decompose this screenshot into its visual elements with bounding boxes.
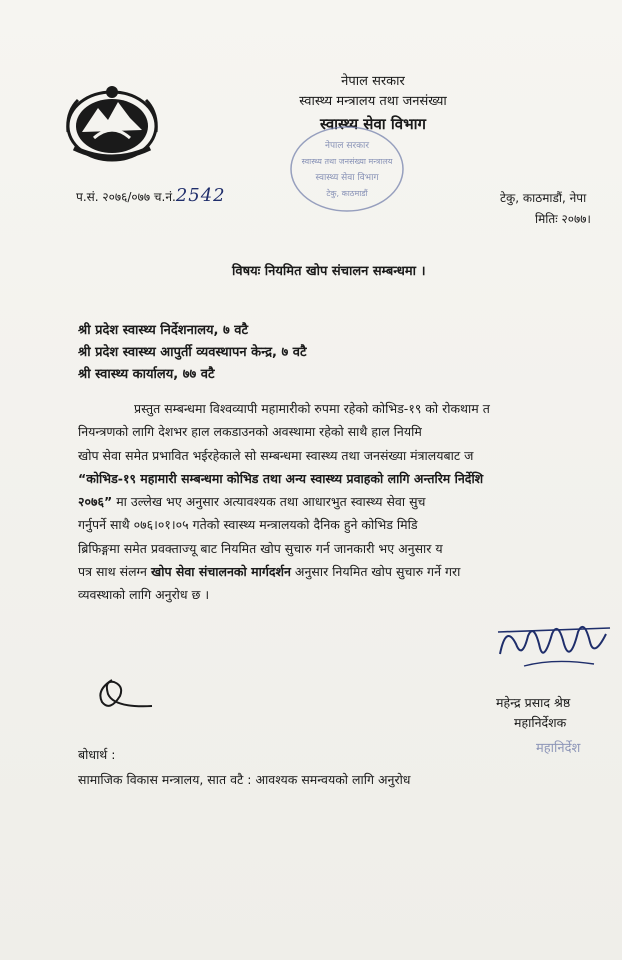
body-line-post: अनुसार नियमित खोप सुचारु गर्ने गरा (290, 564, 461, 580)
signatory-title: महानिर्देशक (514, 715, 567, 730)
reference-prefix: प.सं. २०७६/०७७ च.नं. (76, 190, 176, 204)
body-line: प्रस्तुत सम्बन्धमा विश्वव्यापी महामारीको रुपमा रहेको कोभिड-१९ को रोकथाम त (134, 401, 490, 416)
handwritten-signature (494, 614, 614, 674)
body-line-pre: पत्र साथ संलग्न (78, 564, 151, 580)
office-stamp (288, 124, 406, 214)
recipient-item: श्री प्रदेश स्वास्थ्य आपुर्ती व्यवस्थापन केन्द्र, ७ वटै (78, 345, 307, 360)
stamp-line-4: टेकु, काठमाडौं (326, 189, 368, 198)
guideline-year: २०७६” (78, 494, 113, 510)
signatory-block (486, 694, 622, 731)
body-line: खोप सेवा समेत प्रभावित भईरहेकाले सो सम्बन्धमा स्वास्थ्य तथा जनसंख्या मंत्रालयबाट ज (78, 447, 474, 463)
copy-to-section (78, 746, 411, 788)
signatory-name: महेन्द्र प्रसाद श्रेष्ठ (496, 695, 571, 710)
body-line: व्यवस्थाको लागि अनुरोध छ । (78, 587, 210, 603)
stamp-line-1: नेपाल सरकार (324, 141, 370, 151)
body-line (78, 560, 622, 583)
body-line-rest: मा उल्लेख भए अनुसार अत्यावश्यक तथा आधारभुत स्वास्थ्य सेवा सुच (112, 494, 426, 510)
handwritten-initials (90, 672, 160, 714)
letter-date: मितिः २०७७। (535, 212, 591, 226)
body-line: गर्नुपर्ने साथै ०७६।०१।०५ गतेको स्वास्थ्य मन्त्रालयको दैनिक हुने कोभिड मिडि (78, 517, 418, 533)
letter-subject: विषयः नियमित खोप संचालन सम्बन्धमा । (232, 264, 426, 279)
reference-handwritten-number: 2542 (175, 185, 226, 206)
government-emblem-icon (64, 82, 160, 164)
stamp-line-3: स्वास्थ्य सेवा विभाग (315, 173, 379, 183)
body-line: नियन्त्रणको लागि देशभर हाल लकडाउनको अवस्थामा रहेको साथै हाल नियमि (78, 424, 422, 440)
copy-to-label: बोधार्थ : (78, 747, 116, 762)
body-line: ब्रिफिङ्गमा समेत प्रवक्ताज्यू बाट नियमित खोप सुचारु गर्न जानकारी भए अनुसार य (78, 540, 443, 556)
recipient-item: श्री स्वास्थ्य कार्यालय, ७७ वटै (78, 367, 215, 382)
stamp-line-2: स्वास्थ्य तथा जनसंख्या मन्त्रालय (301, 157, 393, 166)
letterhead-department: स्वास्थ्य सेवा विभाग (320, 115, 426, 133)
reference-number (76, 185, 226, 206)
signatory-stamp: महानिर्देश (536, 741, 581, 756)
copy-to-recipient: सामाजिक विकास मन्त्रालय, सात वटै : आवश्यक समन्वयको लागि अनुरोध (78, 772, 411, 787)
guideline-reference: खोप सेवा संचालनको मार्गदर्शन (150, 564, 291, 580)
letterhead-ministry: स्वास्थ्य मन्त्रालय तथा जनसंख्या (299, 94, 447, 109)
body-line-guideline-title: “कोभिड-१९ महामारी सम्बन्धमा कोभिड तथा अन्य स्वास्थ्य प्रवाहको लागि अन्तरिम निर्देशि (78, 470, 484, 486)
letterhead-government: नेपाल सरकार (341, 74, 405, 89)
office-location: टेकु, काठमाडौं, नेपा (500, 191, 587, 205)
letter-body (78, 397, 622, 607)
recipient-list (78, 320, 307, 386)
recipient-item: श्री प्रदेश स्वास्थ्य निर्देशनालय, ७ वटै (78, 323, 249, 338)
body-line (78, 490, 622, 513)
